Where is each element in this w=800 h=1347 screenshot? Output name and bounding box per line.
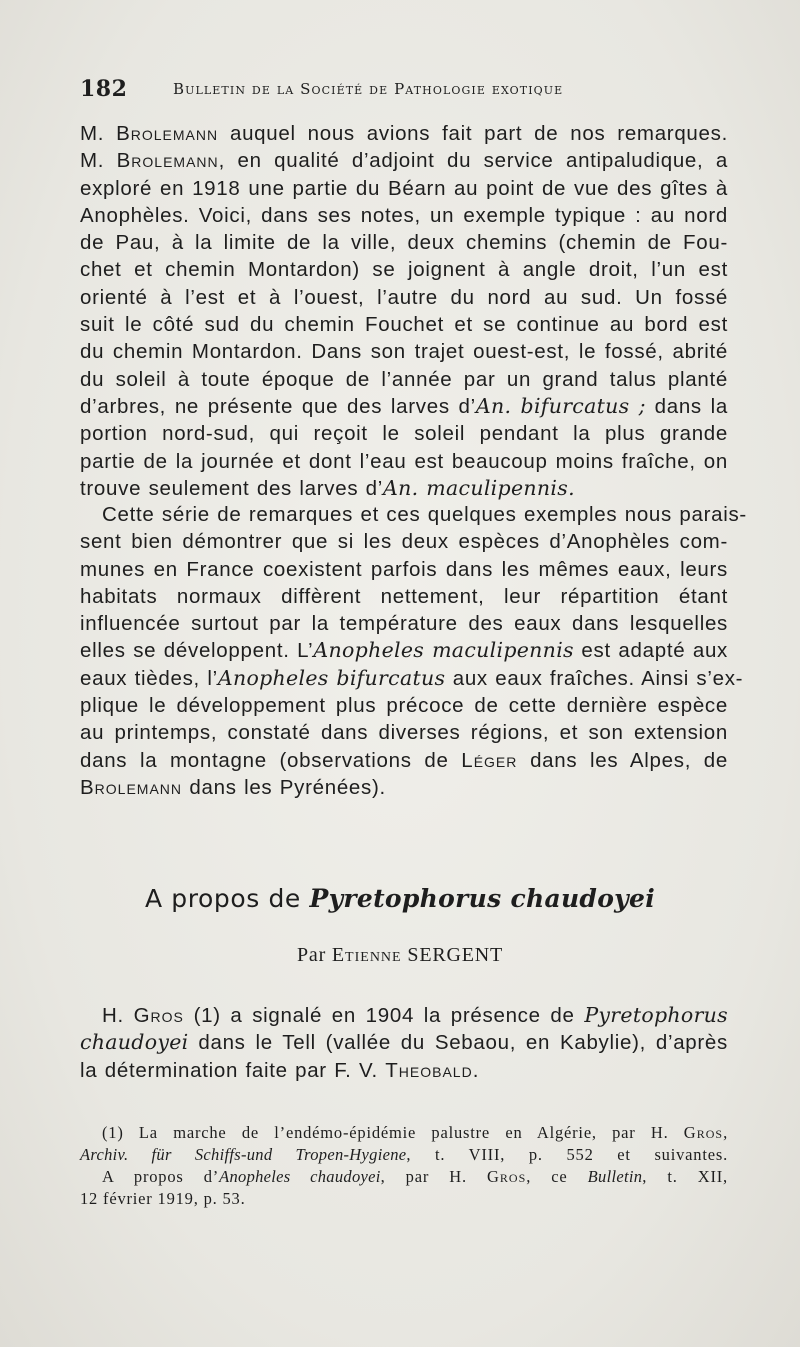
italic-text: Anopheles bifurcatus (217, 665, 446, 690)
text-line (80, 528, 728, 555)
text-run: aux eaux fraîches. Ainsi s’ex- (445, 666, 744, 690)
article-title (0, 884, 800, 913)
text-run: dans la montagne (observations de (80, 748, 462, 772)
text-run: plique le développement plus précoce de cette dernière espèce (80, 694, 728, 718)
text-run: orienté à l’est et à l’ouest, l’autre du nord au sud. Un fossé (80, 285, 728, 309)
text-run: eaux tièdes, l’ (80, 666, 218, 690)
italic-text: Pyretophorus (584, 1003, 728, 1027)
text-run: du soleil à toute époque de l’année par un grand talus planté (80, 367, 728, 391)
text-line (80, 583, 728, 610)
text-run: d’arbres, ne présente que des larves d’ (80, 394, 476, 418)
text-run: du chemin Montardon. Dans son trajet ouest-est, le fossé, abrité (80, 340, 728, 364)
text-line (80, 393, 728, 420)
small-caps-name: Brolemann (116, 122, 219, 145)
text-run: exploré en 1918 une partie du Béarn au point de vue des gîtes à (80, 176, 728, 200)
text-run: dans les Pyrénées). (182, 775, 386, 799)
footnote-line (80, 1166, 728, 1188)
text-line (80, 366, 728, 393)
text-run: , en qualité d’adjoint du service antipaludique, a (218, 149, 728, 173)
text-line (80, 147, 728, 174)
italic-text: chaudoyei (80, 1030, 189, 1055)
paragraph-conclusion (80, 501, 747, 801)
text-run: sent bien démontrer que si les deux espèces d’Anophèles com- (80, 530, 728, 554)
footnote-line (80, 1122, 728, 1144)
text-run: la détermination faite par F. V. (80, 1058, 386, 1082)
text-run: elles se développent. L’ (80, 639, 314, 663)
italic-text: Bulletin (587, 1167, 643, 1186)
italic-text: Archiv. für Schiffs-und Tropen-Hygiene (80, 1145, 407, 1164)
text-line (80, 665, 744, 692)
text-run: portion nord-sud, qui reçoit le soleil pendant la plus grande (80, 422, 728, 446)
text-line (80, 610, 728, 637)
paragraph-brolemann-observations (80, 120, 728, 502)
article-byline (0, 944, 800, 967)
small-caps-name: Léger (461, 748, 518, 772)
byline-first-name: Etienne (331, 944, 402, 966)
text-line (80, 1057, 728, 1084)
small-caps-name: Theobald (385, 1058, 473, 1082)
text-run: suit le côté sud du chemin Fouchet et se continue au bord est (80, 313, 728, 337)
text-run: . (472, 1058, 480, 1082)
text-line (80, 256, 728, 283)
text-run: 12 février 1919, p. 53. (80, 1189, 246, 1208)
small-caps-name: Brolemann (116, 149, 219, 173)
text-run: dans le Tell (vallée du Sebaou, en Kabylie), d’après (188, 1031, 728, 1055)
page-number: 182 (80, 76, 128, 102)
text-run: , t. XII, (642, 1167, 728, 1186)
text-run: dans les Alpes, de (517, 748, 729, 772)
text-run: Anophèles. Voici, dans ses notes, un exemple typique : au nord (80, 203, 728, 227)
text-run: dans la (645, 394, 728, 418)
paragraph-article-body (80, 1002, 728, 1084)
text-run: , ce (526, 1167, 588, 1186)
text-line (80, 311, 728, 338)
text-line (80, 338, 728, 365)
text-line (80, 1002, 728, 1029)
text-run: est adapté aux (573, 639, 729, 663)
small-caps-name: Gros (133, 1004, 184, 1027)
text-line (80, 719, 728, 746)
text-run: Cette série de remarques et ces quelques exemples nous parais- (102, 503, 747, 526)
small-caps-name: Gros (683, 1123, 724, 1142)
text-line (80, 475, 728, 502)
text-run: M. (80, 122, 117, 145)
small-caps-name: Brolemann (80, 775, 183, 799)
text-line (80, 448, 728, 475)
byline-last-name: SERGENT (401, 944, 504, 966)
text-run: de Pau, à la limite de la ville, deux chemins (chemin de Fou- (80, 231, 728, 255)
text-run: (1) La marche de l’endémo-épidémie palustre en Algérie, par H. (102, 1123, 684, 1142)
text-line (80, 420, 728, 447)
text-line (80, 284, 728, 311)
footnote-line (80, 1144, 728, 1166)
text-run: (1) a signalé en 1904 la présence de (183, 1004, 585, 1027)
text-line (80, 774, 728, 801)
text-line (80, 501, 747, 528)
text-run: munes en France coexistent parfois dans les mêmes eaux, leurs (80, 557, 728, 581)
text-run: trouve seulement des larves d’ (80, 476, 384, 500)
text-run: , t. VIII, p. 552 et suivantes. (406, 1145, 728, 1164)
text-line (80, 120, 728, 147)
text-run: M. (80, 149, 117, 173)
text-run: au printemps, constaté dans diverses régions, et son extension (80, 721, 728, 745)
text-run: auquel nous avions fait part de nos remarques. (218, 122, 728, 145)
text-line (80, 692, 728, 719)
article-title-prefix: A propos de (144, 884, 310, 913)
italic-text: Anopheles chaudoyei (219, 1167, 381, 1186)
text-run: partie de la journée et dont l’eau est beaucoup moins fraîche, on (80, 449, 728, 473)
footnote-line (80, 1188, 728, 1210)
running-title: Bulletin de la Société de Pathologie exotique (173, 80, 564, 98)
page-header (80, 76, 720, 102)
text-line (80, 229, 728, 256)
text-run: habitats normaux diffèrent nettement, leur répartition étant (80, 584, 728, 608)
text-line (80, 175, 728, 202)
text-run: H. (102, 1004, 134, 1027)
footnotes (80, 1122, 728, 1210)
text-line (80, 556, 728, 583)
text-run: chet et chemin Montardon) se joignent à angle droit, l’un est (80, 258, 728, 282)
text-line (80, 747, 728, 774)
italic-text: An. bifurcatus ; (475, 393, 646, 418)
text-line (80, 202, 728, 229)
small-caps-name: Gros (487, 1167, 527, 1186)
article-title-species: Pyretophorus chaudoyei (309, 884, 656, 913)
text-run: A propos d’ (102, 1167, 220, 1186)
text-run: , par H. (380, 1167, 487, 1186)
text-line (80, 1029, 728, 1056)
byline-par: Par (296, 944, 332, 966)
text-run: influencée surtout par la température des eaux dans lesquelles (80, 612, 728, 636)
italic-text: An. maculipennis. (383, 475, 575, 500)
italic-text: Anopheles maculipennis (313, 638, 574, 663)
text-line (80, 637, 728, 664)
text-run: , (723, 1123, 728, 1142)
